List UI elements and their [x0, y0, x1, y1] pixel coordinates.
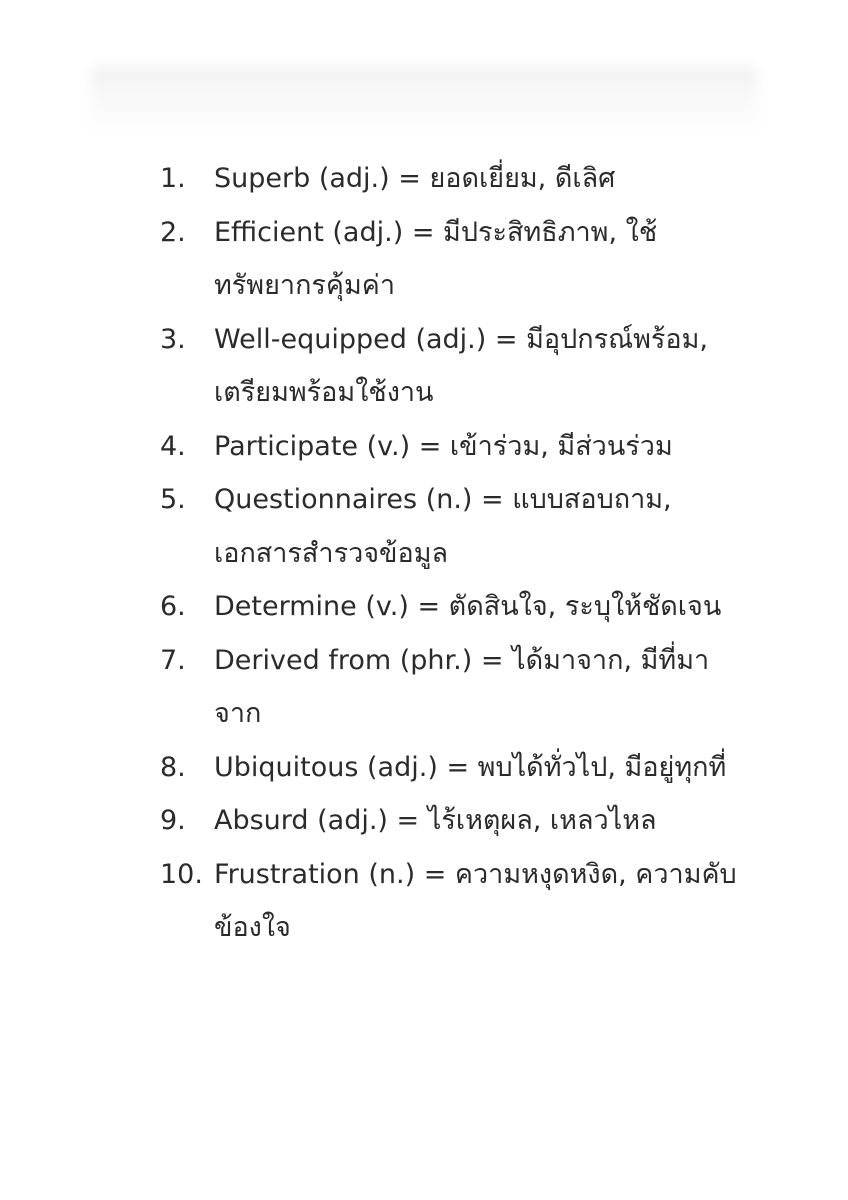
item-text: Ubiquitous (adj.) = พบได้ทั่วไป, มีอยู่ทุกที่	[214, 751, 727, 783]
list-item	[150, 794, 750, 848]
item-number: 8.	[160, 751, 186, 783]
item-number: 9.	[160, 805, 186, 836]
item-text: Questionnaires (n.) = แบบสอบถาม, เอกสารสำรวจข้อมูล	[214, 484, 672, 569]
page-top-shadow	[90, 66, 758, 136]
item-text: Superb (adj.) = ยอดเยี่ยม, ดีเลิศ	[214, 163, 616, 194]
list-item	[150, 313, 750, 420]
item-number: 7.	[160, 644, 186, 676]
list-item	[150, 848, 750, 955]
list-item	[150, 634, 750, 741]
item-text: Absurd (adj.) = ไร้เหตุผล, เหลวไหล	[214, 805, 657, 836]
item-number: 10.	[160, 858, 203, 890]
list-item	[150, 473, 750, 580]
item-number: 3.	[160, 323, 186, 355]
item-text: Efficient (adj.) = มีประสิทธิภาพ, ใช้ทรัพยากรคุ้มค่า	[214, 216, 658, 301]
item-number: 5.	[160, 484, 186, 515]
list-item	[150, 741, 750, 795]
item-number: 2.	[160, 216, 186, 248]
vocabulary-list	[150, 152, 750, 955]
item-number: 6.	[160, 591, 186, 622]
item-text: Determine (v.) = ตัดสินใจ, ระบุให้ชัดเจน	[214, 591, 722, 622]
item-number: 4.	[160, 430, 186, 462]
item-text: Well-equipped (adj.) = มีอุปกรณ์พร้อม, เตรียมพร้อมใช้งาน	[214, 323, 709, 408]
list-item	[150, 206, 750, 313]
list-item	[150, 420, 750, 474]
item-text: Participate (v.) = เข้าร่วม, มีส่วนร่วม	[214, 430, 673, 462]
list-item	[150, 580, 750, 634]
item-text: Derived from (phr.) = ได้มาจาก, มีที่มาจาก	[214, 644, 710, 729]
item-text: Frustration (n.) = ความหงุดหงิด, ความคับข้องใจ	[214, 858, 737, 943]
item-number: 1.	[160, 163, 186, 194]
list-item	[150, 152, 750, 206]
